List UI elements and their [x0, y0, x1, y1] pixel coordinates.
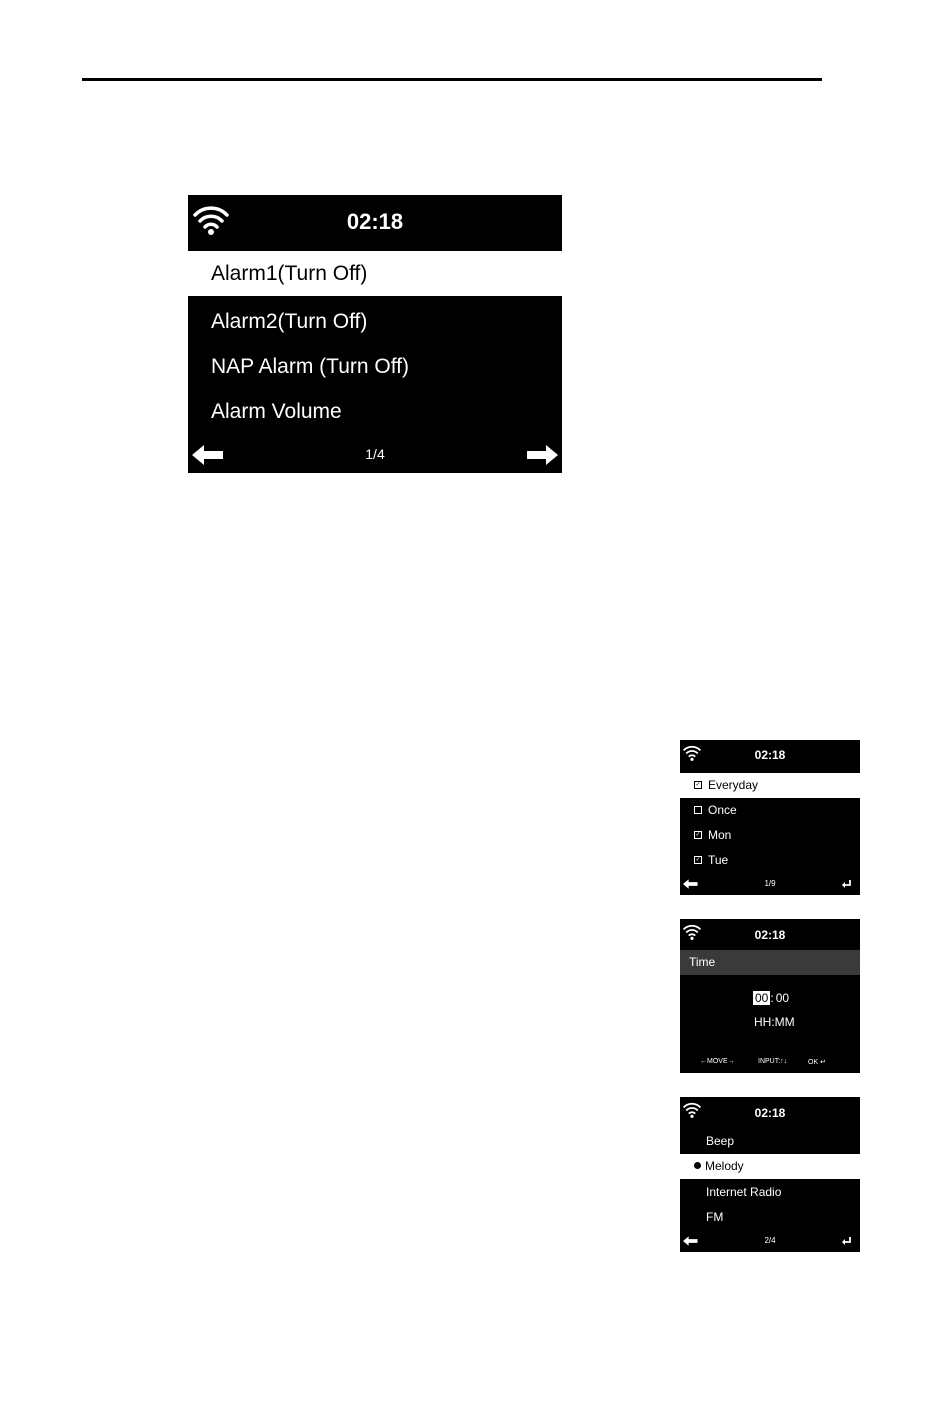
- hint-ok-label: OK: [808, 1059, 819, 1066]
- clock-time: 02:18: [754, 1106, 786, 1120]
- radio-selected-icon: [694, 1162, 701, 1169]
- menu-item-alarm-volume[interactable]: Alarm Volume: [211, 400, 342, 423]
- checkbox-checked-icon: ✓: [695, 856, 701, 863]
- page-indicator: 1/9: [764, 879, 776, 888]
- repeat-option-label: Once: [708, 803, 737, 817]
- status-bar: [680, 919, 860, 950]
- repeat-option-label: Everyday: [708, 778, 759, 792]
- time-separator: :: [770, 991, 774, 1005]
- enter-icon[interactable]: [842, 1236, 852, 1246]
- arrow-right-icon[interactable]: [526, 445, 558, 465]
- repeat-option-label: Mon: [708, 828, 732, 842]
- status-bar: [680, 1097, 860, 1128]
- clock-time: 02:18: [754, 748, 786, 762]
- repeat-option-label: Tue: [708, 853, 729, 867]
- page-indicator: 1/4: [365, 446, 385, 462]
- alarm-source-screen: [680, 1097, 860, 1252]
- time-format-label: HH:MM: [754, 1015, 795, 1029]
- enter-icon[interactable]: [842, 879, 852, 889]
- status-bar: [188, 195, 562, 251]
- hint-move: ←MOVE→: [700, 1058, 735, 1065]
- source-option-selected[interactable]: [680, 1154, 860, 1179]
- top-rule: [82, 78, 822, 81]
- hint-input-label: INPUT:: [758, 1058, 781, 1065]
- source-option[interactable]: FM: [706, 1210, 724, 1224]
- minutes-field[interactable]: 00: [775, 991, 790, 1005]
- screen-title: Time: [680, 950, 860, 975]
- time-input[interactable]: [753, 990, 789, 1006]
- repeat-option[interactable]: [680, 848, 860, 873]
- repeat-option[interactable]: [680, 773, 860, 798]
- source-option[interactable]: Beep: [706, 1134, 735, 1148]
- source-option[interactable]: Internet Radio: [706, 1185, 782, 1199]
- alarm-time-screen: [680, 919, 860, 1073]
- repeat-option[interactable]: [680, 798, 860, 823]
- clock-time: 02:18: [754, 928, 786, 942]
- hint-input: INPUT:↑↓: [758, 1058, 788, 1065]
- alarm-menu-screen: [188, 195, 562, 473]
- checkbox-empty-icon: [694, 806, 702, 814]
- menu-item-nap-alarm[interactable]: NAP Alarm (Turn Off): [211, 355, 409, 378]
- hint-ok: OK ↵: [808, 1059, 826, 1066]
- alarm-repeat-screen: [680, 740, 860, 895]
- clock-time: 02:18: [346, 209, 404, 234]
- menu-item-alarm1[interactable]: Alarm1(Turn Off): [188, 251, 562, 296]
- checkbox-checked-icon: ✓: [695, 831, 701, 838]
- checkbox-checked-icon: ✓: [695, 781, 701, 788]
- hint-move-label: MOVE: [707, 1058, 728, 1065]
- page-indicator: 2/4: [764, 1236, 776, 1245]
- source-option-label: Melody: [705, 1159, 744, 1173]
- hours-field[interactable]: 00: [755, 991, 769, 1005]
- menu-item-alarm2[interactable]: Alarm2(Turn Off): [211, 310, 368, 333]
- repeat-option[interactable]: [680, 823, 860, 848]
- status-bar: [680, 740, 860, 771]
